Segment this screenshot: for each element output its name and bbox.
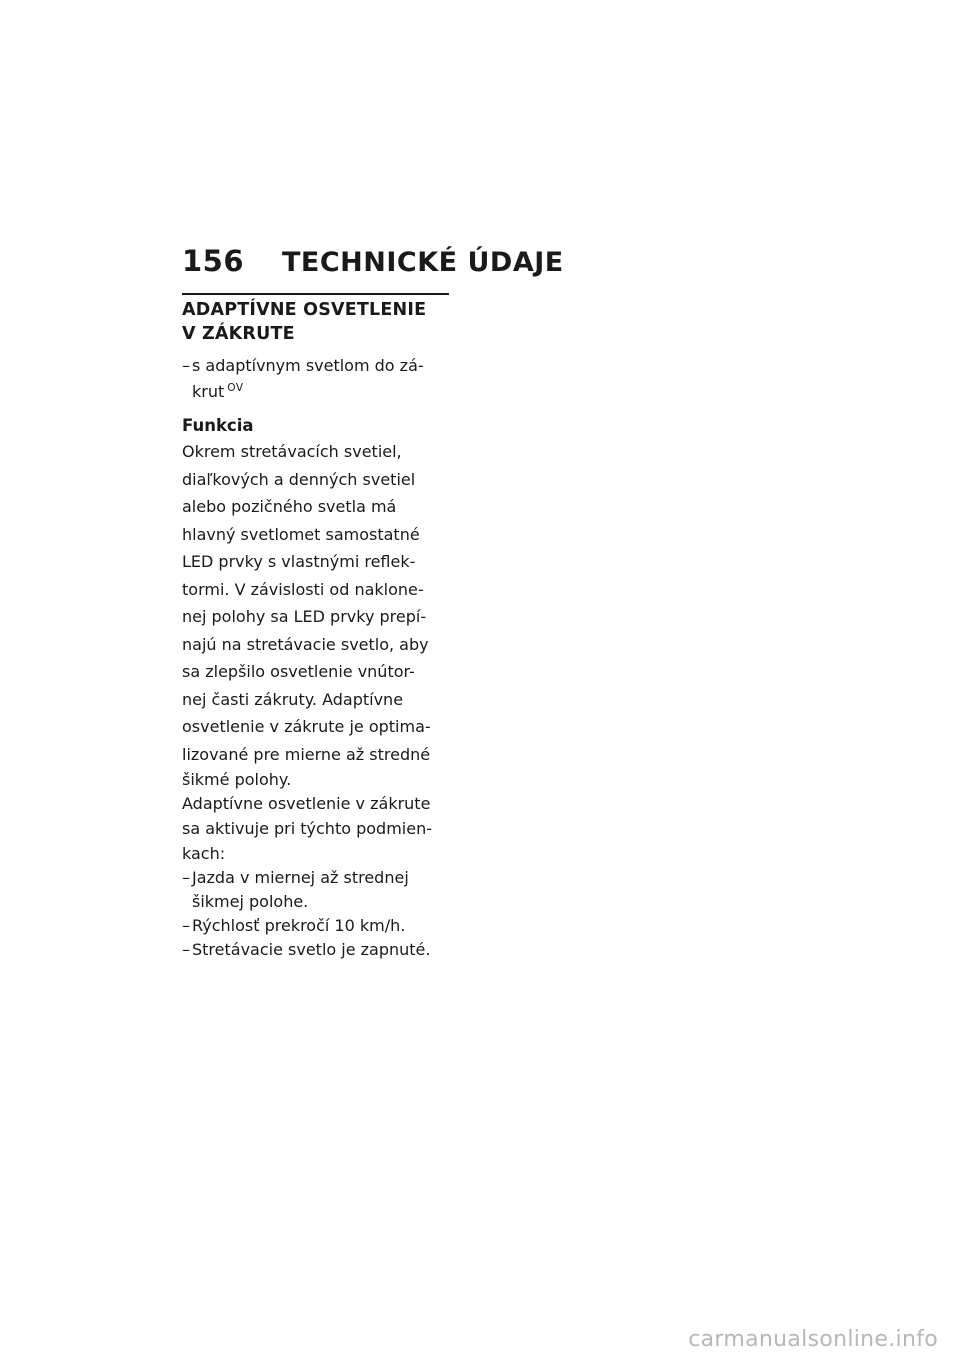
body-line: sa zlepšilo osvetlenie vnútor- — [182, 662, 415, 681]
intro-line: kach: — [182, 844, 226, 863]
dash-marker: – — [182, 356, 190, 375]
list-item — [182, 866, 457, 914]
section-title-line: ADAPTÍVNE OSVETLENIE — [182, 300, 427, 320]
dash-marker: – — [182, 916, 190, 935]
variant-line: s adaptívnym svetlom do zá- — [192, 356, 424, 375]
list-item-text — [192, 866, 457, 914]
list-item-line: šikmej polohe. — [192, 892, 309, 911]
body-line: Okrem stretávacích svetiel, — [182, 442, 402, 461]
variant-note — [182, 355, 457, 403]
intro-line: sa aktivuje pri týchto podmien- — [182, 819, 432, 838]
variant-text — [192, 355, 457, 403]
list-item — [182, 914, 457, 938]
list-item-line: Stretávacie svetlo je zapnuté. — [192, 940, 431, 959]
body-line: osvetlenie v zákrute je optima- — [182, 717, 431, 736]
body-line: nej polohy sa LED prvky prepí- — [182, 607, 427, 626]
list-item-text — [192, 938, 457, 962]
body-line: šikmé polohy. — [182, 770, 292, 789]
section-divider — [182, 293, 449, 295]
body-line: alebo pozičného svetla má — [182, 497, 397, 516]
variant-line: krut — [192, 382, 225, 401]
dash-marker: – — [182, 868, 190, 887]
body-line: lizované pre mierne až stredné — [182, 744, 431, 764]
body-line: nej časti zákruty. Adaptívne — [182, 689, 404, 709]
body-paragraph — [182, 438, 457, 791]
body-line: LED prvky s vlastnými reflek- — [182, 552, 416, 571]
section-title — [182, 298, 457, 346]
list-item-line: Rýchlosť prekročí 10 km/h. — [192, 916, 406, 935]
conditions-list — [182, 866, 457, 962]
intro-line: Adaptívne osvetlenie v zákrute — [182, 794, 431, 813]
body-line: tormi. V závislosti od naklone- — [182, 579, 424, 599]
list-item-text — [192, 914, 457, 938]
conditions-intro — [182, 791, 457, 866]
content-column — [182, 298, 457, 962]
page-header — [182, 244, 564, 278]
body-line: diaľkových a denných svetiel — [182, 469, 416, 489]
watermark: carmanualsonline.info — [688, 1327, 938, 1352]
body-line: najú na stretávacie svetlo, aby — [182, 634, 429, 654]
dash-marker: – — [182, 940, 190, 959]
page-number: 156 — [182, 244, 245, 278]
option-tag: OV — [227, 382, 244, 394]
subheading-function: Funkcia — [182, 416, 254, 435]
body-line: hlavný svetlomet samostatné — [182, 524, 420, 544]
chapter-title: TECHNICKÉ ÚDAJE — [282, 247, 564, 278]
list-item — [182, 938, 457, 962]
section-title-line: V ZÁKRUTE — [182, 324, 295, 344]
list-item-line: Jazda v miernej až strednej — [192, 868, 409, 887]
